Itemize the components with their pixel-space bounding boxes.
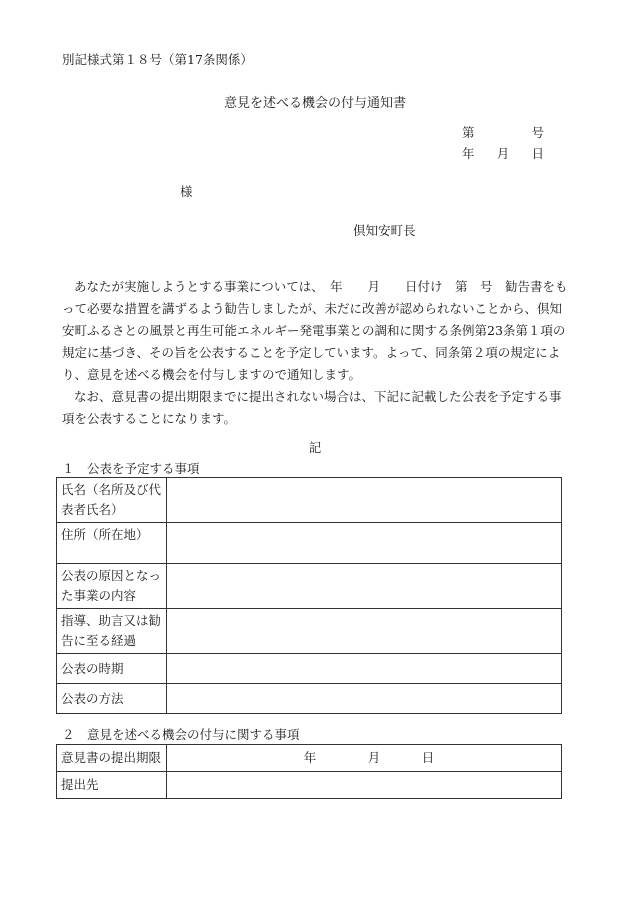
row-label-timing: 公表の時期 — [57, 654, 167, 684]
table-row — [57, 523, 562, 564]
deadline-label: 意見書の提出期限 — [57, 745, 167, 772]
section2-heading: ２ 意見を述べる機会の付与に関する事項 — [62, 727, 300, 742]
date-day: 日 — [531, 146, 544, 161]
row-value-timing[interactable] — [167, 654, 562, 684]
row-label-address: 住所（所在地） — [57, 523, 167, 564]
row-value-history[interactable] — [167, 609, 562, 654]
table-row — [57, 478, 562, 523]
ki-heading: 記 — [308, 440, 322, 455]
table-row — [57, 745, 562, 772]
row-label-name: 氏名（名所及び代表者氏名） — [57, 478, 167, 523]
submit-to-value[interactable] — [167, 772, 562, 799]
body-paragraph-1: あなたが実施しようとする事業については、 年 月 日付け 第 号 勧告書をもって必要な措置を講ずるよう勧告しましたが、未だに改善が認められないことから、倶知安町ふるさとの風景と再生可能エネルギー発電事業との調和に関する条例第23条第１項の規定に基づき、その旨を公表することを予定しています。よって、同条第２項の規定により、意見を述べる機会を付与しますので通知します。 — [62, 279, 568, 382]
deadline-month: 月 — [367, 750, 381, 765]
number-suffix: 号 — [531, 125, 544, 140]
table-row — [57, 654, 562, 684]
row-label-history: 指導、助言又は勧告に至る経過 — [57, 609, 167, 654]
number-prefix: 第 — [462, 125, 475, 140]
table-row — [57, 564, 562, 609]
row-value-name[interactable] — [167, 478, 562, 523]
form-id: 別記様式第１８号（第17条関係） — [62, 52, 253, 67]
section1-heading: １ 公表を予定する事項 — [62, 461, 200, 476]
addressee-suffix: 様 — [180, 184, 193, 199]
row-value-cause[interactable] — [167, 564, 562, 609]
table-row — [57, 772, 562, 799]
table-row — [57, 609, 562, 654]
row-value-address[interactable] — [167, 523, 562, 564]
date-year: 年 — [462, 146, 475, 161]
date-month: 月 — [496, 146, 510, 161]
table-row — [57, 684, 562, 714]
body-text — [62, 276, 570, 430]
row-label-method: 公表の方法 — [57, 684, 167, 714]
deadline-day: 日 — [421, 750, 435, 765]
document-number-block — [462, 123, 544, 162]
body-paragraph-2: なお、意見書の提出期限までに提出されない場合は、下記に記載した公表を予定する事項を公表することになります。 — [62, 389, 562, 426]
sender: 倶知安町長 — [353, 223, 416, 238]
deadline-value[interactable] — [167, 745, 562, 772]
row-value-method[interactable] — [167, 684, 562, 714]
deadline-year: 年 — [303, 750, 317, 765]
opinion-opportunity-table — [56, 744, 562, 799]
row-label-cause: 公表の原因となった事業の内容 — [57, 564, 167, 609]
publication-items-table — [56, 477, 562, 714]
submit-to-label: 提出先 — [57, 772, 167, 799]
document-title: 意見を述べる機会の付与通知書 — [223, 96, 406, 111]
